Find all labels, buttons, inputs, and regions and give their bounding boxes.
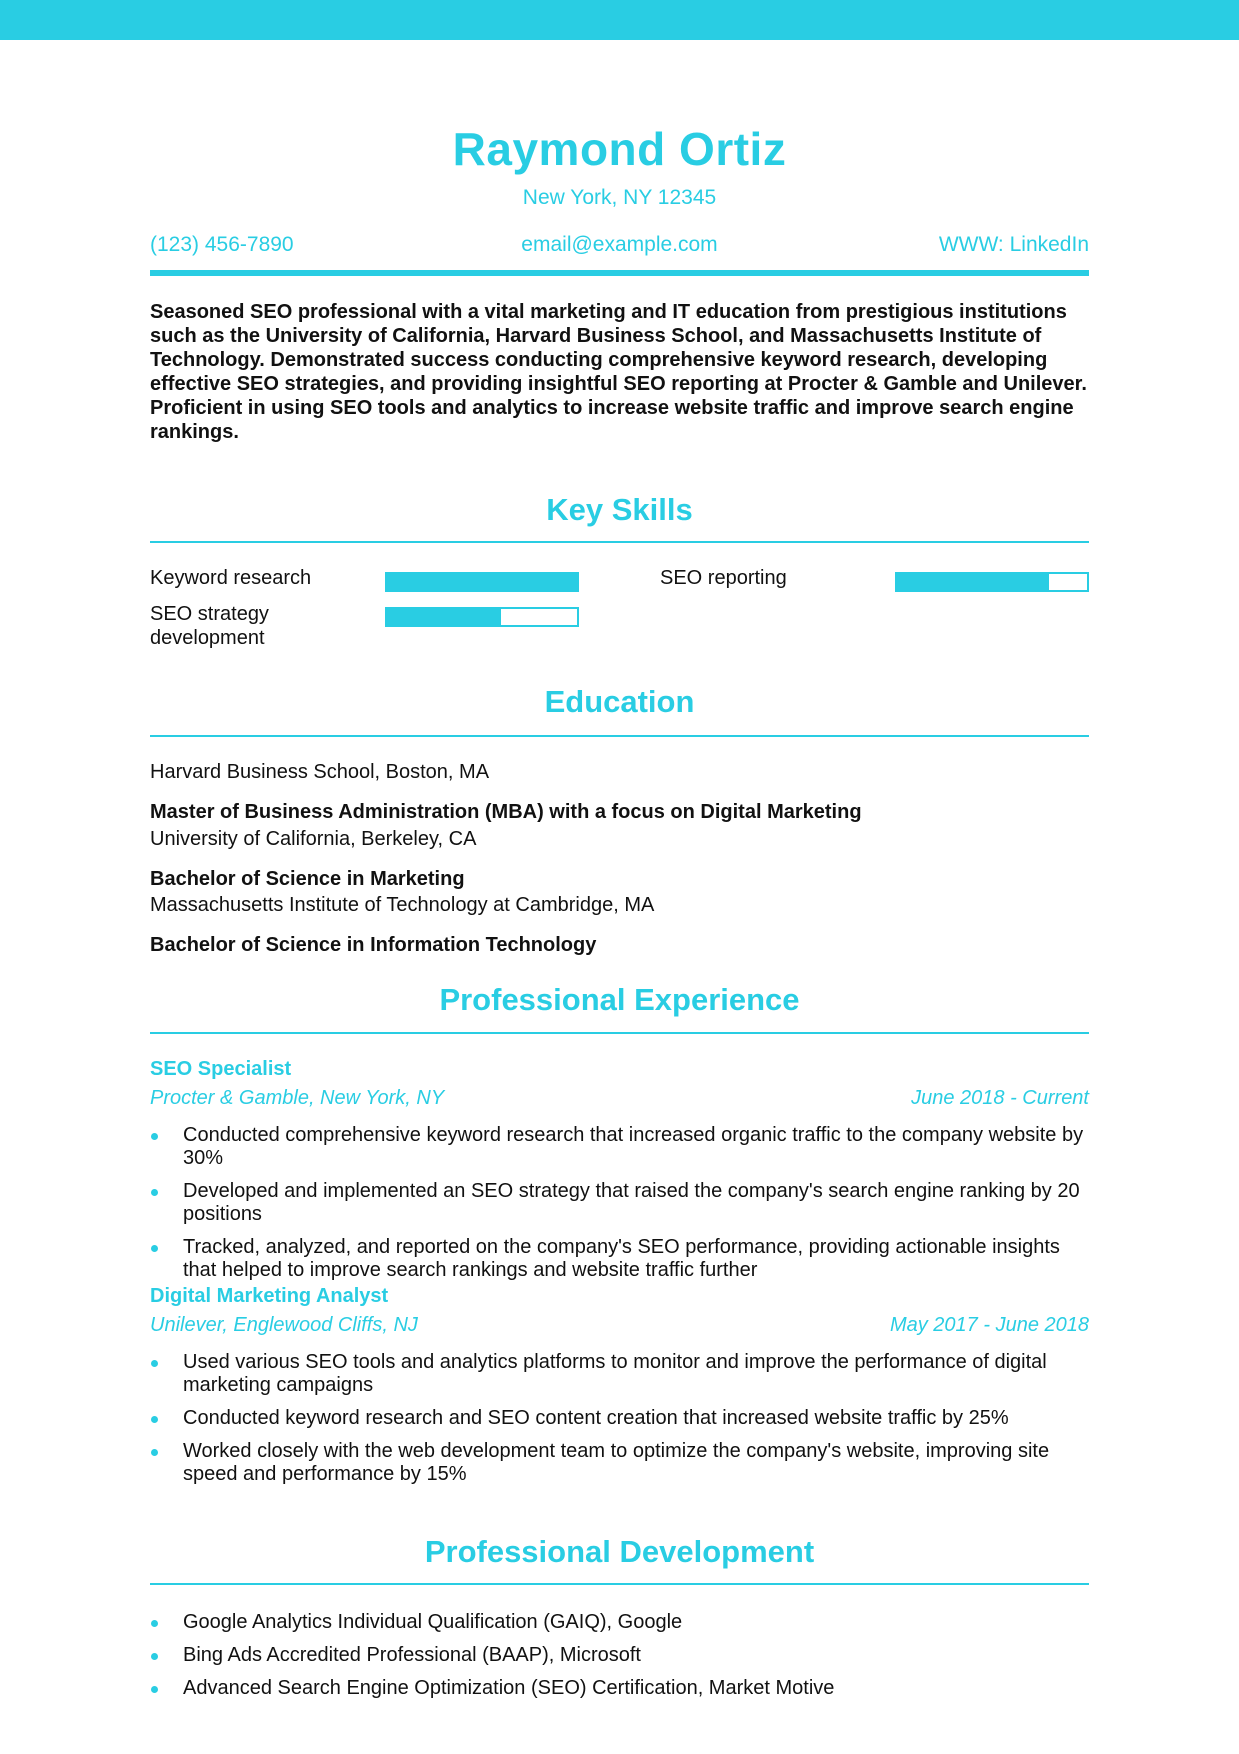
list-item: Bing Ads Accredited Professional (BAAP), Microsoft bbox=[150, 1644, 1089, 1667]
skill-bar bbox=[385, 607, 579, 627]
job-company: Procter & Gamble, New York, NY bbox=[150, 1087, 445, 1109]
list-item: Worked closely with the web development team to optimize the company's website, improving site speed and performance by 15% bbox=[150, 1440, 1089, 1486]
skill-label: Keyword research bbox=[150, 567, 312, 589]
education-line: Harvard Business School, Boston, MA bbox=[150, 761, 490, 783]
job-dates: May 2017 - June 2018 bbox=[889, 1314, 1089, 1336]
skill-bar bbox=[895, 572, 1089, 592]
education-line: University of California, Berkeley, CA bbox=[150, 828, 477, 850]
email-address[interactable]: email@example.com bbox=[521, 233, 718, 256]
skills-divider bbox=[150, 541, 1089, 543]
education-line: Massachusetts Institute of Technology at Cambridge, MA bbox=[150, 894, 655, 916]
list-item: Tracked, analyzed, and reported on the company's SEO performance, providing actionable insights that helped to improve search rankings and website traffic further bbox=[150, 1236, 1089, 1282]
website-link[interactable]: WWW: LinkedIn bbox=[938, 233, 1089, 256]
skill-bar-fill bbox=[387, 574, 577, 590]
job-meta bbox=[150, 1314, 1089, 1337]
degree-title: Bachelor of Science in Marketing bbox=[150, 868, 465, 890]
development-divider bbox=[150, 1583, 1089, 1585]
experience-divider bbox=[150, 1032, 1089, 1034]
professional-summary: Seasoned SEO professional with a vital marketing and IT education from prestigious institutions such as the University of California, Harvard Business School, and Massachusetts Institute of Technology. Demonstrated success conducting comprehensive keyword research, developing effective SEO strategies, and providing insightful SEO reporting at Procter & Gamble and Unilever. Proficient in using SEO tools and analytics to increase website traffic and improve search engine rankings. bbox=[150, 301, 1087, 443]
section-title-skills: Key Skills bbox=[546, 492, 693, 527]
list-item: Developed and implemented an SEO strategy that raised the company's search engine ranking by 20 positions bbox=[150, 1180, 1089, 1226]
job-bullets bbox=[150, 1351, 1089, 1496]
job-title: SEO Specialist bbox=[150, 1058, 292, 1080]
skill-bar-fill bbox=[897, 574, 1049, 590]
section-title-experience: Professional Experience bbox=[439, 982, 800, 1017]
header-divider bbox=[150, 270, 1089, 276]
skill-label: SEO strategy development bbox=[150, 603, 269, 649]
list-item: Conducted comprehensive keyword research that increased organic traffic to the company website by 30% bbox=[150, 1124, 1089, 1170]
degree-title: Master of Business Administration (MBA) with a focus on Digital Marketing bbox=[150, 801, 862, 823]
job-bullets bbox=[150, 1124, 1089, 1292]
list-item: Conducted keyword research and SEO content creation that increased website traffic by 25% bbox=[150, 1407, 1089, 1430]
candidate-name: Raymond Ortiz bbox=[452, 123, 787, 175]
job-company: Unilever, Englewood Cliffs, NJ bbox=[150, 1314, 418, 1336]
list-item: Used various SEO tools and analytics platforms to monitor and improve the performance of digital marketing campaigns bbox=[150, 1351, 1089, 1397]
candidate-location: New York, NY 12345 bbox=[522, 186, 717, 209]
top-accent-bar bbox=[0, 0, 1239, 40]
job-meta bbox=[150, 1087, 1089, 1110]
skill-bar bbox=[385, 572, 579, 592]
section-title-education: Education bbox=[544, 684, 695, 719]
job-title: Digital Marketing Analyst bbox=[150, 1285, 389, 1307]
education-divider bbox=[150, 735, 1089, 737]
skill-label: SEO reporting bbox=[660, 567, 787, 589]
list-item: Google Analytics Individual Qualification (GAIQ), Google bbox=[150, 1611, 1089, 1634]
phone-number[interactable]: (123) 456-7890 bbox=[150, 233, 294, 256]
degree-title: Bachelor of Science in Information Technology bbox=[150, 934, 597, 956]
list-item: Advanced Search Engine Optimization (SEO) Certification, Market Motive bbox=[150, 1677, 1089, 1700]
job-dates: June 2018 - Current bbox=[911, 1087, 1089, 1109]
skill-bar-fill bbox=[387, 609, 501, 625]
section-title-development: Professional Development bbox=[424, 1534, 815, 1569]
development-bullets bbox=[150, 1611, 1089, 1710]
